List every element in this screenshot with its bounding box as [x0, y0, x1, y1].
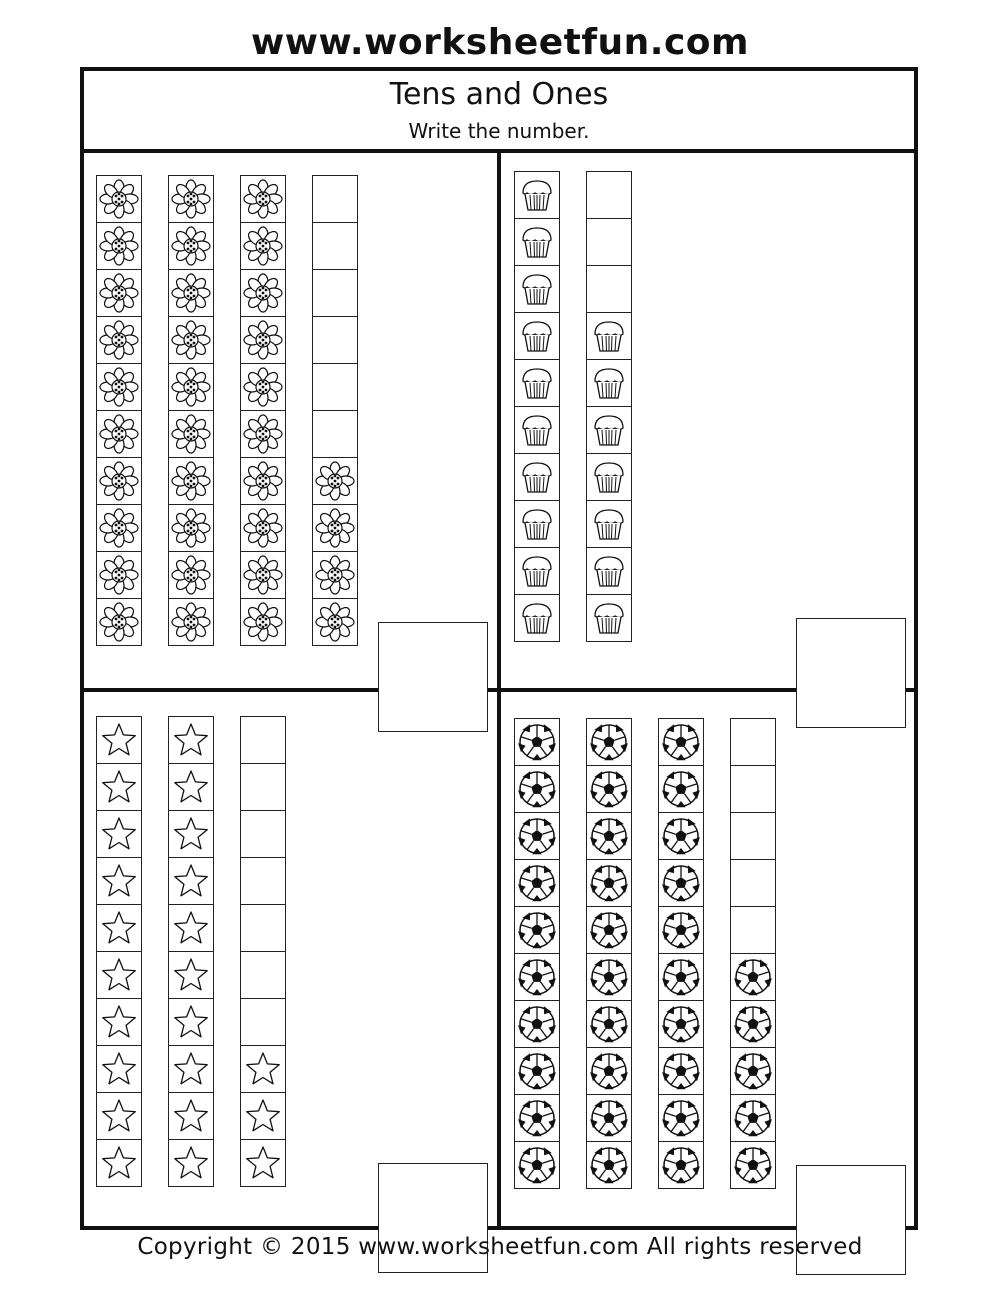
flower-icon	[243, 414, 283, 454]
empty-cell	[240, 857, 286, 905]
filled-cell	[586, 453, 632, 501]
filled-cell	[586, 812, 632, 860]
counting-column	[586, 172, 632, 642]
filled-cell	[168, 316, 214, 364]
empty-cell	[240, 716, 286, 764]
flower-icon	[99, 555, 139, 595]
empty-cell	[312, 316, 358, 364]
filled-cell	[240, 1092, 286, 1140]
filled-cell	[312, 504, 358, 552]
filled-cell	[514, 1000, 560, 1048]
flower-icon	[243, 602, 283, 642]
soccer-ball-icon	[661, 1098, 701, 1138]
soccer-ball-icon	[661, 816, 701, 856]
filled-cell	[240, 598, 286, 646]
counting-column	[514, 172, 560, 642]
filled-cell	[514, 453, 560, 501]
filled-cell	[240, 363, 286, 411]
filled-cell	[240, 457, 286, 505]
filled-cell	[586, 312, 632, 360]
counting-column	[168, 176, 214, 646]
flower-icon	[171, 461, 211, 501]
cupcake-icon	[589, 363, 629, 403]
filled-cell	[586, 1047, 632, 1095]
empty-cell	[240, 951, 286, 999]
worksheet-title: Tens and Ones	[389, 77, 609, 112]
cupcake-icon	[589, 551, 629, 591]
filled-cell	[586, 765, 632, 813]
filled-cell	[168, 551, 214, 599]
soccer-ball-icon	[517, 816, 557, 856]
filled-cell	[658, 953, 704, 1001]
cupcake-icon	[517, 363, 557, 403]
filled-cell	[168, 410, 214, 458]
soccer-ball-icon	[589, 1145, 629, 1185]
filled-cell	[514, 906, 560, 954]
filled-cell	[168, 904, 214, 952]
flower-icon	[171, 320, 211, 360]
filled-cell	[586, 859, 632, 907]
empty-cell	[240, 904, 286, 952]
filled-cell	[658, 859, 704, 907]
counting-column	[730, 719, 776, 1189]
star-icon	[171, 861, 211, 901]
star-icon	[171, 1143, 211, 1183]
cupcake-icon	[589, 457, 629, 497]
filled-cell	[586, 594, 632, 642]
empty-cell	[730, 812, 776, 860]
flower-icon	[99, 179, 139, 219]
flower-icon	[99, 367, 139, 407]
flower-icon	[171, 367, 211, 407]
empty-cell	[312, 410, 358, 458]
empty-cell	[240, 998, 286, 1046]
soccer-ball-icon	[589, 1004, 629, 1044]
filled-cell	[96, 363, 142, 411]
soccer-ball-icon	[733, 1145, 773, 1185]
soccer-ball-icon	[589, 816, 629, 856]
filled-cell	[96, 457, 142, 505]
flower-icon	[171, 414, 211, 454]
filled-cell	[586, 1094, 632, 1142]
star-icon	[99, 767, 139, 807]
star-icon	[99, 908, 139, 948]
soccer-ball-icon	[661, 769, 701, 809]
flower-icon	[171, 273, 211, 313]
filled-cell	[514, 594, 560, 642]
soccer-ball-icon	[661, 863, 701, 903]
empty-cell	[240, 810, 286, 858]
filled-cell	[514, 1141, 560, 1189]
filled-cell	[96, 1045, 142, 1093]
soccer-ball-icon	[517, 957, 557, 997]
filled-cell	[586, 406, 632, 454]
filled-cell	[514, 1094, 560, 1142]
cupcake-icon	[589, 598, 629, 638]
star-icon	[243, 1049, 283, 1089]
soccer-ball-icon	[661, 957, 701, 997]
filled-cell	[96, 998, 142, 1046]
empty-cell	[312, 222, 358, 270]
filled-cell	[514, 265, 560, 313]
flower-icon	[171, 602, 211, 642]
filled-cell	[96, 222, 142, 270]
soccer-ball-icon	[517, 769, 557, 809]
filled-cell	[514, 812, 560, 860]
flower-icon	[243, 367, 283, 407]
filled-cell	[514, 359, 560, 407]
filled-cell	[312, 598, 358, 646]
star-icon	[99, 1143, 139, 1183]
cupcake-icon	[517, 175, 557, 215]
star-icon	[171, 720, 211, 760]
soccer-ball-icon	[517, 1098, 557, 1138]
filled-cell	[312, 457, 358, 505]
star-icon	[243, 1143, 283, 1183]
filled-cell	[96, 175, 142, 223]
flower-icon	[99, 273, 139, 313]
soccer-ball-icon	[661, 1051, 701, 1091]
flower-icon	[99, 320, 139, 360]
filled-cell	[168, 269, 214, 317]
filled-cell	[240, 1139, 286, 1187]
filled-cell	[514, 171, 560, 219]
cupcake-icon	[517, 269, 557, 309]
star-icon	[99, 1002, 139, 1042]
answer-box[interactable]	[796, 618, 906, 728]
worksheet-frame	[80, 67, 918, 1230]
soccer-ball-icon	[589, 769, 629, 809]
filled-cell	[730, 1000, 776, 1048]
filled-cell	[658, 906, 704, 954]
flower-icon	[99, 461, 139, 501]
filled-cell	[240, 175, 286, 223]
filled-cell	[514, 547, 560, 595]
cupcake-icon	[589, 410, 629, 450]
cupcake-icon	[517, 551, 557, 591]
soccer-ball-icon	[661, 722, 701, 762]
filled-cell	[240, 222, 286, 270]
counting-column	[96, 176, 142, 646]
soccer-ball-icon	[517, 1004, 557, 1044]
empty-cell	[586, 265, 632, 313]
empty-cell	[730, 765, 776, 813]
star-icon	[99, 861, 139, 901]
filled-cell	[240, 410, 286, 458]
filled-cell	[514, 953, 560, 1001]
filled-cell	[730, 1094, 776, 1142]
filled-cell	[658, 1141, 704, 1189]
filled-cell	[168, 457, 214, 505]
flower-icon	[315, 461, 355, 501]
flower-icon	[315, 602, 355, 642]
filled-cell	[96, 551, 142, 599]
filled-cell	[658, 1047, 704, 1095]
soccer-ball-icon	[661, 1004, 701, 1044]
filled-cell	[168, 363, 214, 411]
soccer-ball-icon	[589, 910, 629, 950]
flower-icon	[243, 273, 283, 313]
flower-icon	[99, 508, 139, 548]
filled-cell	[168, 716, 214, 764]
answer-box[interactable]	[378, 622, 488, 732]
filled-cell	[586, 953, 632, 1001]
filled-cell	[730, 953, 776, 1001]
flower-icon	[315, 508, 355, 548]
soccer-ball-icon	[661, 910, 701, 950]
star-icon	[171, 1002, 211, 1042]
soccer-ball-icon	[517, 863, 557, 903]
filled-cell	[658, 1000, 704, 1048]
filled-cell	[312, 551, 358, 599]
empty-cell	[312, 363, 358, 411]
filled-cell	[658, 1094, 704, 1142]
filled-cell	[514, 1047, 560, 1095]
star-icon	[171, 1049, 211, 1089]
flower-icon	[171, 226, 211, 266]
site-url: www.worksheetfun.com	[250, 22, 750, 63]
star-icon	[99, 1049, 139, 1089]
cupcake-icon	[517, 598, 557, 638]
filled-cell	[658, 812, 704, 860]
filled-cell	[730, 1141, 776, 1189]
filled-cell	[96, 1092, 142, 1140]
filled-cell	[96, 316, 142, 364]
flower-icon	[243, 461, 283, 501]
empty-cell	[730, 906, 776, 954]
filled-cell	[168, 857, 214, 905]
soccer-ball-icon	[517, 722, 557, 762]
filled-cell	[514, 218, 560, 266]
soccer-ball-icon	[589, 863, 629, 903]
filled-cell	[168, 1092, 214, 1140]
filled-cell	[168, 1139, 214, 1187]
counting-column	[312, 176, 358, 646]
flower-icon	[171, 508, 211, 548]
empty-cell	[312, 175, 358, 223]
star-icon	[171, 767, 211, 807]
filled-cell	[168, 175, 214, 223]
soccer-ball-icon	[589, 1098, 629, 1138]
filled-cell	[168, 810, 214, 858]
worksheet-header	[84, 71, 914, 153]
filled-cell	[96, 1139, 142, 1187]
filled-cell	[658, 765, 704, 813]
cupcake-icon	[517, 316, 557, 356]
filled-cell	[514, 718, 560, 766]
copyright-text: Copyright © 2015 www.worksheetfun.com All rights reserved	[137, 1234, 863, 1260]
star-icon	[99, 814, 139, 854]
cupcake-icon	[517, 457, 557, 497]
filled-cell	[96, 598, 142, 646]
filled-cell	[168, 951, 214, 999]
counting-column	[168, 717, 214, 1187]
soccer-ball-icon	[661, 1145, 701, 1185]
star-icon	[243, 1096, 283, 1136]
filled-cell	[96, 410, 142, 458]
cupcake-icon	[517, 222, 557, 262]
counting-column	[96, 717, 142, 1187]
filled-cell	[586, 718, 632, 766]
empty-cell	[586, 218, 632, 266]
star-icon	[171, 1096, 211, 1136]
star-icon	[99, 720, 139, 760]
flower-icon	[243, 555, 283, 595]
horizontal-divider	[84, 688, 914, 692]
star-icon	[171, 908, 211, 948]
cupcake-icon	[517, 410, 557, 450]
flower-icon	[243, 179, 283, 219]
filled-cell	[586, 906, 632, 954]
counting-column	[514, 719, 560, 1189]
filled-cell	[240, 269, 286, 317]
flower-icon	[171, 179, 211, 219]
empty-cell	[730, 718, 776, 766]
counting-column	[658, 719, 704, 1189]
flower-icon	[243, 226, 283, 266]
flower-icon	[315, 555, 355, 595]
counting-column	[586, 719, 632, 1189]
filled-cell	[514, 859, 560, 907]
filled-cell	[240, 504, 286, 552]
soccer-ball-icon	[589, 1051, 629, 1091]
soccer-ball-icon	[733, 957, 773, 997]
filled-cell	[240, 551, 286, 599]
flower-icon	[243, 508, 283, 548]
soccer-ball-icon	[589, 957, 629, 997]
flower-icon	[243, 320, 283, 360]
filled-cell	[586, 1000, 632, 1048]
soccer-ball-icon	[517, 910, 557, 950]
soccer-ball-icon	[517, 1145, 557, 1185]
star-icon	[171, 955, 211, 995]
filled-cell	[240, 1045, 286, 1093]
soccer-ball-icon	[589, 722, 629, 762]
cupcake-icon	[517, 504, 557, 544]
filled-cell	[96, 504, 142, 552]
filled-cell	[96, 857, 142, 905]
filled-cell	[168, 504, 214, 552]
filled-cell	[96, 763, 142, 811]
empty-cell	[240, 763, 286, 811]
empty-cell	[312, 269, 358, 317]
filled-cell	[96, 951, 142, 999]
filled-cell	[168, 1045, 214, 1093]
filled-cell	[168, 222, 214, 270]
filled-cell	[514, 312, 560, 360]
filled-cell	[96, 269, 142, 317]
filled-cell	[586, 500, 632, 548]
filled-cell	[514, 765, 560, 813]
star-icon	[99, 1096, 139, 1136]
filled-cell	[658, 718, 704, 766]
filled-cell	[586, 1141, 632, 1189]
filled-cell	[168, 598, 214, 646]
cupcake-icon	[589, 316, 629, 356]
flower-icon	[171, 555, 211, 595]
star-icon	[171, 814, 211, 854]
filled-cell	[168, 998, 214, 1046]
empty-cell	[586, 171, 632, 219]
filled-cell	[514, 406, 560, 454]
filled-cell	[586, 359, 632, 407]
flower-icon	[99, 414, 139, 454]
filled-cell	[96, 716, 142, 764]
counting-column	[240, 176, 286, 646]
star-icon	[99, 955, 139, 995]
filled-cell	[586, 547, 632, 595]
filled-cell	[96, 810, 142, 858]
flower-icon	[99, 226, 139, 266]
filled-cell	[168, 763, 214, 811]
filled-cell	[96, 904, 142, 952]
counting-column	[240, 717, 286, 1187]
filled-cell	[514, 500, 560, 548]
filled-cell	[240, 316, 286, 364]
filled-cell	[730, 1047, 776, 1095]
soccer-ball-icon	[733, 1098, 773, 1138]
soccer-ball-icon	[733, 1051, 773, 1091]
soccer-ball-icon	[517, 1051, 557, 1091]
worksheet-instructions: Write the number.	[408, 119, 590, 143]
soccer-ball-icon	[733, 1004, 773, 1044]
flower-icon	[99, 602, 139, 642]
empty-cell	[730, 859, 776, 907]
cupcake-icon	[589, 504, 629, 544]
